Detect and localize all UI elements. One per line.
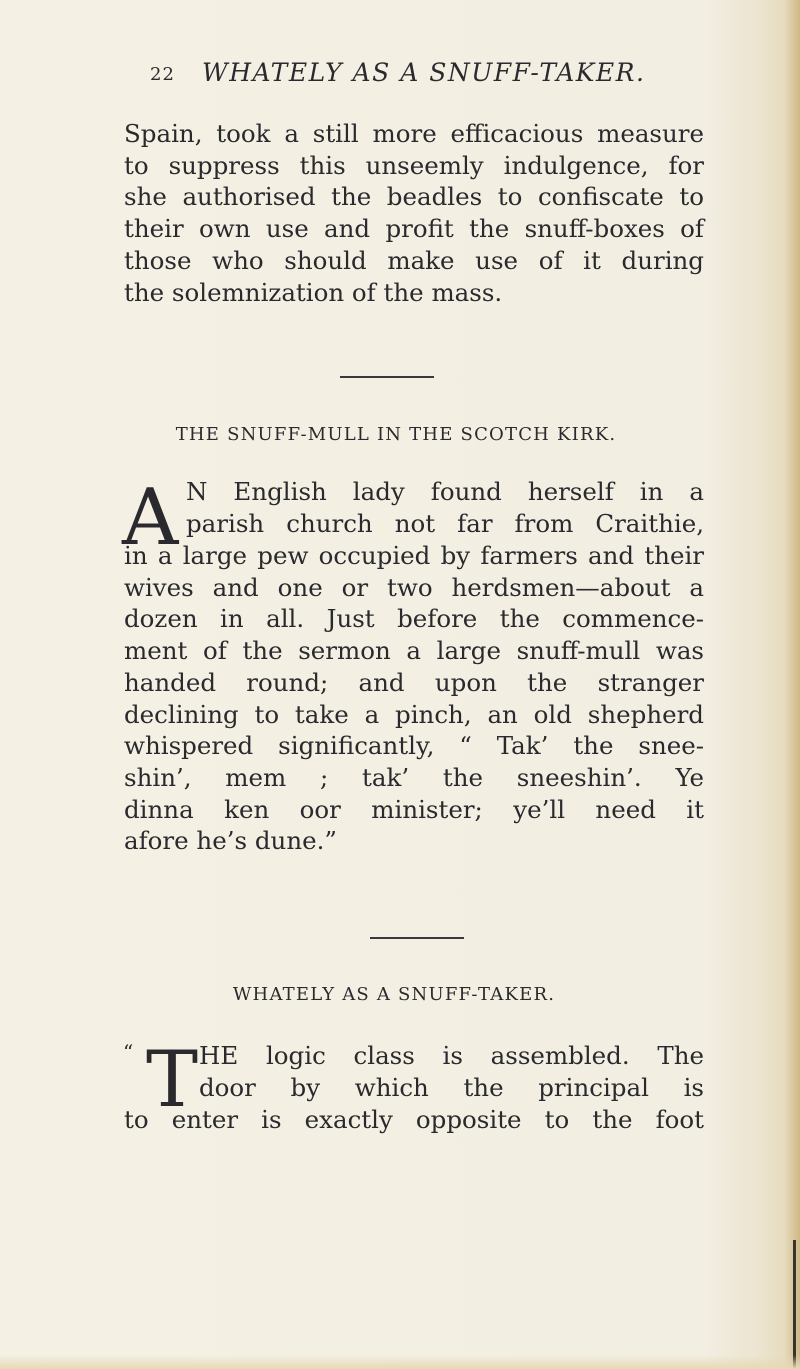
text-line: their own use and profit the snuff-boxes of	[124, 214, 704, 244]
dropcap-a: A	[122, 473, 179, 563]
text-line: she authorised the beadles to confiscate to	[124, 182, 704, 212]
page-number: 22	[150, 64, 175, 85]
text-line: HE logic class is assembled. The	[199, 1041, 704, 1070]
page-edge-shadow	[793, 1240, 796, 1369]
section-heading-whately: WHATELY AS A SNUFF-TAKER.	[232, 984, 556, 1005]
running-head	[150, 58, 790, 98]
section-divider	[340, 376, 434, 378]
snuff-mull-paragraph	[124, 540, 704, 857]
section-divider	[370, 937, 464, 939]
text-line: N English lady found herself in a	[186, 477, 704, 506]
text-line: whispered significantly, “ Tak’ the snee-	[124, 731, 704, 761]
dropcap-t: T	[146, 1035, 199, 1125]
text-line: dozen in all. Just before the commence-	[124, 604, 704, 634]
page-bottom-shade	[0, 1355, 800, 1369]
continuation-paragraph	[124, 118, 704, 308]
text-line: declining to take a pinch, an old shepherd	[124, 699, 704, 729]
text-line: to enter is exactly opposite to the foot	[124, 1105, 704, 1134]
text-line: dinna ken oor minister; ye’ll need it	[124, 794, 704, 824]
whately-paragraph	[124, 1104, 704, 1136]
text-line: ment of the sermon a large snuff-mull was	[124, 636, 704, 666]
text-line: shin’, mem ; tak’ the sneeshin’. Ye	[124, 762, 704, 792]
text-line: handed round; and upon the stranger	[124, 667, 704, 697]
text-line: door by which the principal is	[199, 1073, 704, 1102]
text-line: to suppress this unseemly indulgence, for	[124, 150, 704, 180]
text-line: parish church not far from Craithie,	[186, 509, 704, 538]
text-line: the solemnization of the mass.	[124, 277, 503, 307]
running-title: WHATELY AS A SNUFF-TAKER.	[202, 58, 646, 87]
text-line: afore he’s dune.”	[124, 826, 337, 856]
page-edge	[784, 0, 800, 1369]
section-heading-snuff-mull: THE SNUFF-MULL IN THE SCOTCH KIRK.	[175, 424, 617, 445]
opening-quote: “	[123, 1040, 134, 1064]
text-line: wives and one or two herdsmen—about a	[124, 572, 704, 602]
text-line: those who should make use of it during	[124, 245, 704, 275]
text-line: in a large pew occupied by farmers and their	[124, 541, 704, 570]
text-line: Spain, took a still more efficacious measure	[124, 119, 704, 148]
